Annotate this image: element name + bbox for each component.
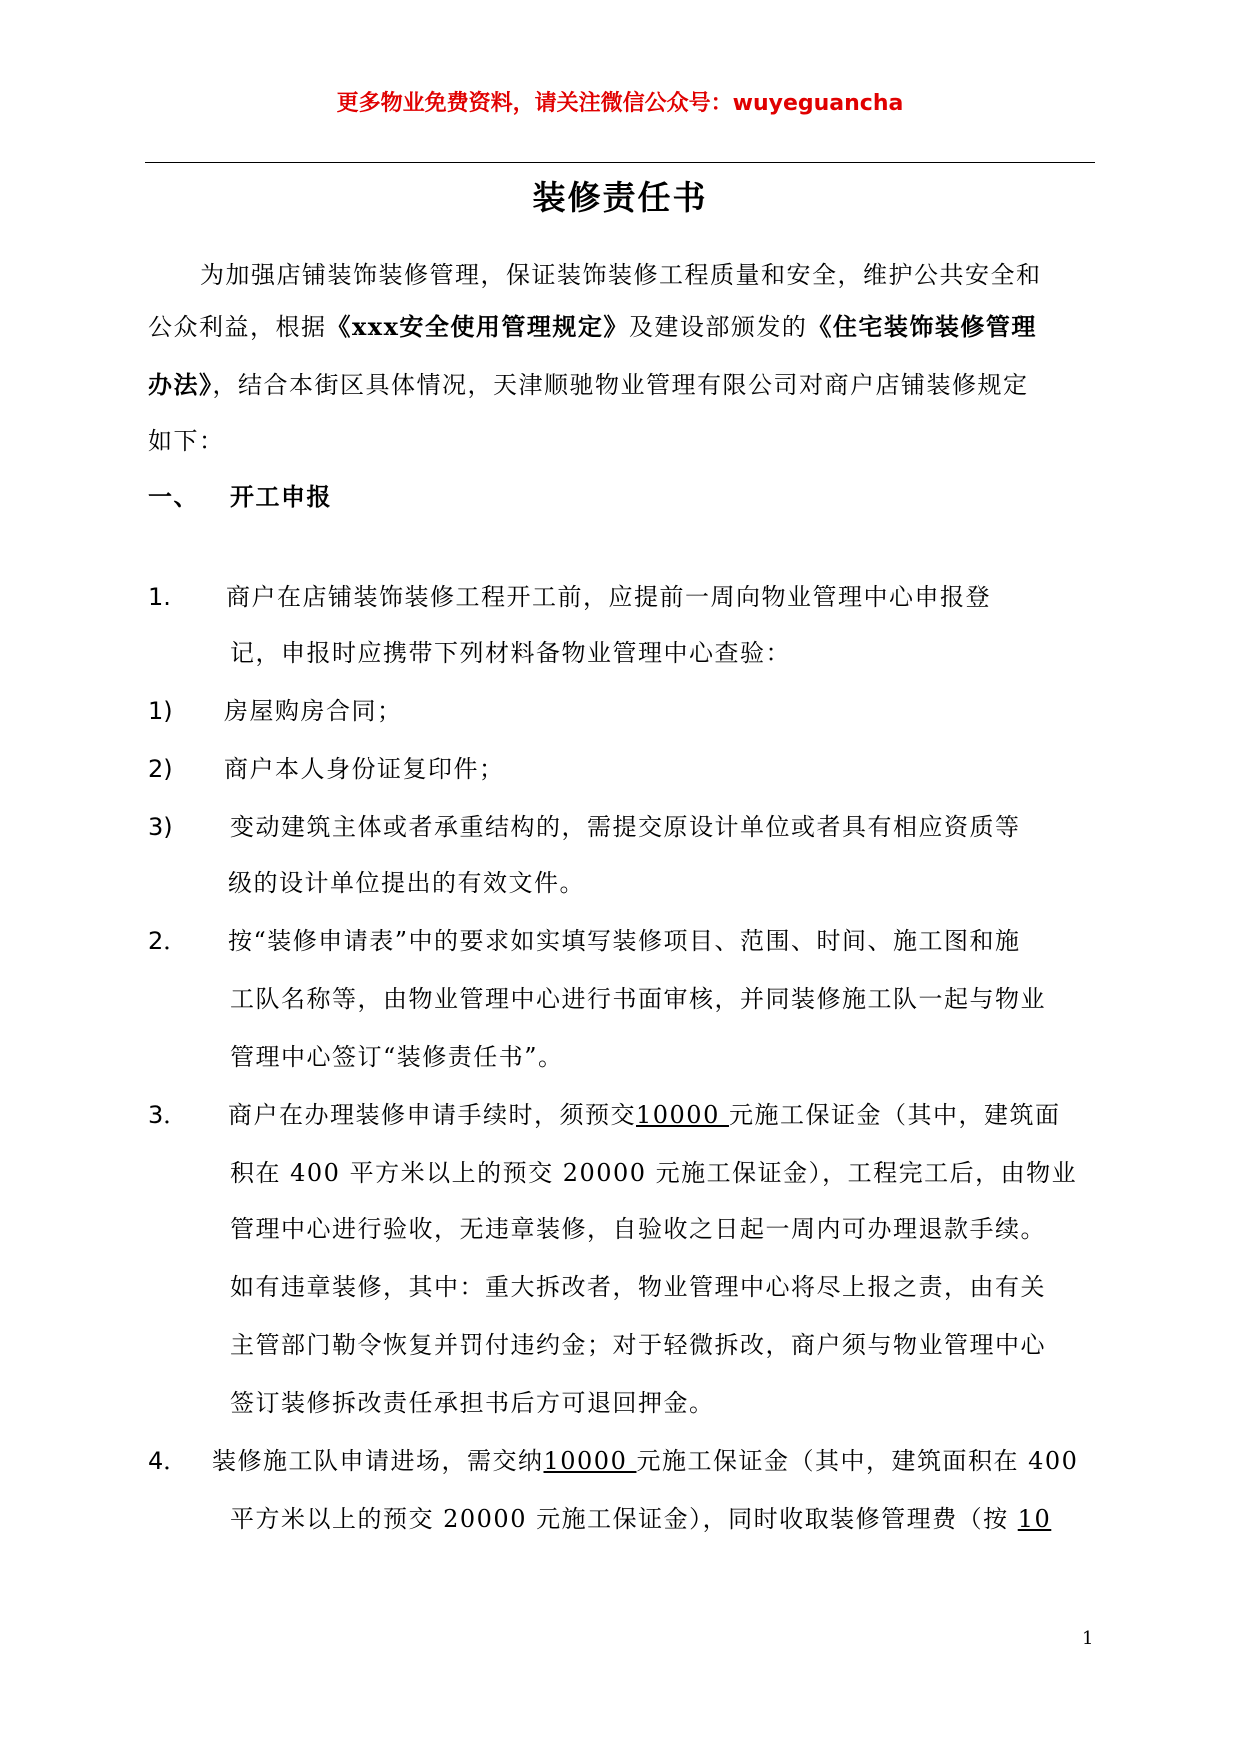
sub-3-line-1: 变动建筑主体或者承重结构的，需提交原设计单位或者具有相应资质等 bbox=[230, 813, 1021, 841]
sub-2-text: 商户本人身份证复印件； bbox=[224, 755, 505, 783]
item-4-line-2-a: 平方米以上的预交 20000 元施工保证金），同时收取装修管理费（按 bbox=[230, 1505, 1018, 1533]
item-3-line-1-a: 商户在办理装修申请手续时，须预交 bbox=[228, 1101, 636, 1129]
item-4-line-1 bbox=[212, 1444, 1078, 1478]
section-1-number: 一、 bbox=[148, 482, 199, 511]
sub-1-text: 房屋购房合同； bbox=[224, 697, 403, 725]
promo-banner: 更多物业免费资料，请关注微信公众号：wuyeguancha bbox=[336, 91, 904, 116]
item-3-line-5: 主管部门勒令恢复并罚付违约金；对于轻微拆改，商户须与物业管理中心 bbox=[230, 1331, 1046, 1359]
item-2-line-2: 工队名称等，由物业管理中心进行书面审核，并同装修施工队一起与物业 bbox=[230, 985, 1046, 1013]
intro-line-2 bbox=[148, 310, 1037, 344]
item-3-line-4: 如有违章装修，其中：重大拆改者，物业管理中心将尽上报之责，由有关 bbox=[230, 1273, 1046, 1301]
page-number: 1 bbox=[1082, 1628, 1094, 1649]
item-4-number: 4． bbox=[148, 1447, 188, 1475]
intro-line-3 bbox=[148, 368, 1029, 402]
item-3-line-2: 积在 400 平方米以上的预交 20000 元施工保证金），工程完工后，由物业 bbox=[230, 1159, 1078, 1187]
intro-line-2-a: 公众利益，根据 bbox=[148, 313, 327, 341]
item-4-line-1-a: 装修施工队申请进场，需交纳 bbox=[212, 1447, 544, 1475]
item-1-number: 1. bbox=[148, 583, 171, 611]
sub-1-number: 1) bbox=[148, 697, 173, 725]
item-2-line-1: 按“装修申请表”中的要求如实填写装修项目、范围、时间、施工图和施 bbox=[228, 927, 1021, 955]
document-title: 装修责任书 bbox=[532, 178, 708, 217]
header-rule bbox=[145, 162, 1095, 163]
sub-3-number: 3) bbox=[148, 813, 173, 841]
deposit-amount-1: 10000 bbox=[636, 1101, 729, 1129]
intro-line-3-b: ，结合本街区具体情况，天津顺驰物业管理有限公司对商户店铺装修规定 bbox=[212, 371, 1029, 399]
sub-3-line-2: 级的设计单位提出的有效文件。 bbox=[228, 869, 585, 897]
intro-line-4: 如下： bbox=[148, 427, 225, 455]
item-3-line-3: 管理中心进行验收，无违章装修，自验收之日起一周内可办理退款手续。 bbox=[230, 1215, 1046, 1243]
item-3-line-1-c: 元施工保证金（其中，建筑面 bbox=[728, 1101, 1061, 1129]
regulation-title-2a: 《住宅装饰装修管理 bbox=[807, 312, 1037, 341]
deposit-amount-2: 10000 bbox=[543, 1447, 637, 1475]
item-4-line-1-c: 元施工保证金（其中，建筑面积在 400 bbox=[636, 1447, 1079, 1475]
item-4-line-2 bbox=[230, 1502, 1051, 1536]
intro-line-1: 为加强店铺装饰装修管理，保证装饰装修工程质量和安全，维护公共安全和 bbox=[200, 261, 1042, 289]
item-1-line-2: 记，申报时应携带下列材料备物业管理中心查验： bbox=[230, 639, 791, 667]
regulation-title-1: 《xxx安全使用管理规定》 bbox=[326, 312, 629, 341]
intro-line-2-c: 及建设部颁发的 bbox=[628, 313, 808, 341]
sub-2-number: 2) bbox=[148, 755, 173, 783]
regulation-title-2b: 办法》 bbox=[148, 370, 213, 399]
item-3-number: 3． bbox=[148, 1101, 188, 1129]
item-1-line-1: 商户在店铺装饰装修工程开工前，应提前一周向物业管理中心申报登 bbox=[226, 583, 991, 611]
fee-rate-value: 10 bbox=[1017, 1505, 1052, 1533]
item-3-line-6: 签订装修拆改责任承担书后方可退回押金。 bbox=[230, 1389, 715, 1417]
item-3-line-1 bbox=[228, 1098, 1060, 1132]
section-1-heading: 开工申报 bbox=[230, 482, 332, 511]
item-2-number: 2． bbox=[148, 927, 188, 955]
item-2-line-3: 管理中心签订“装修责任书”。 bbox=[230, 1043, 564, 1071]
